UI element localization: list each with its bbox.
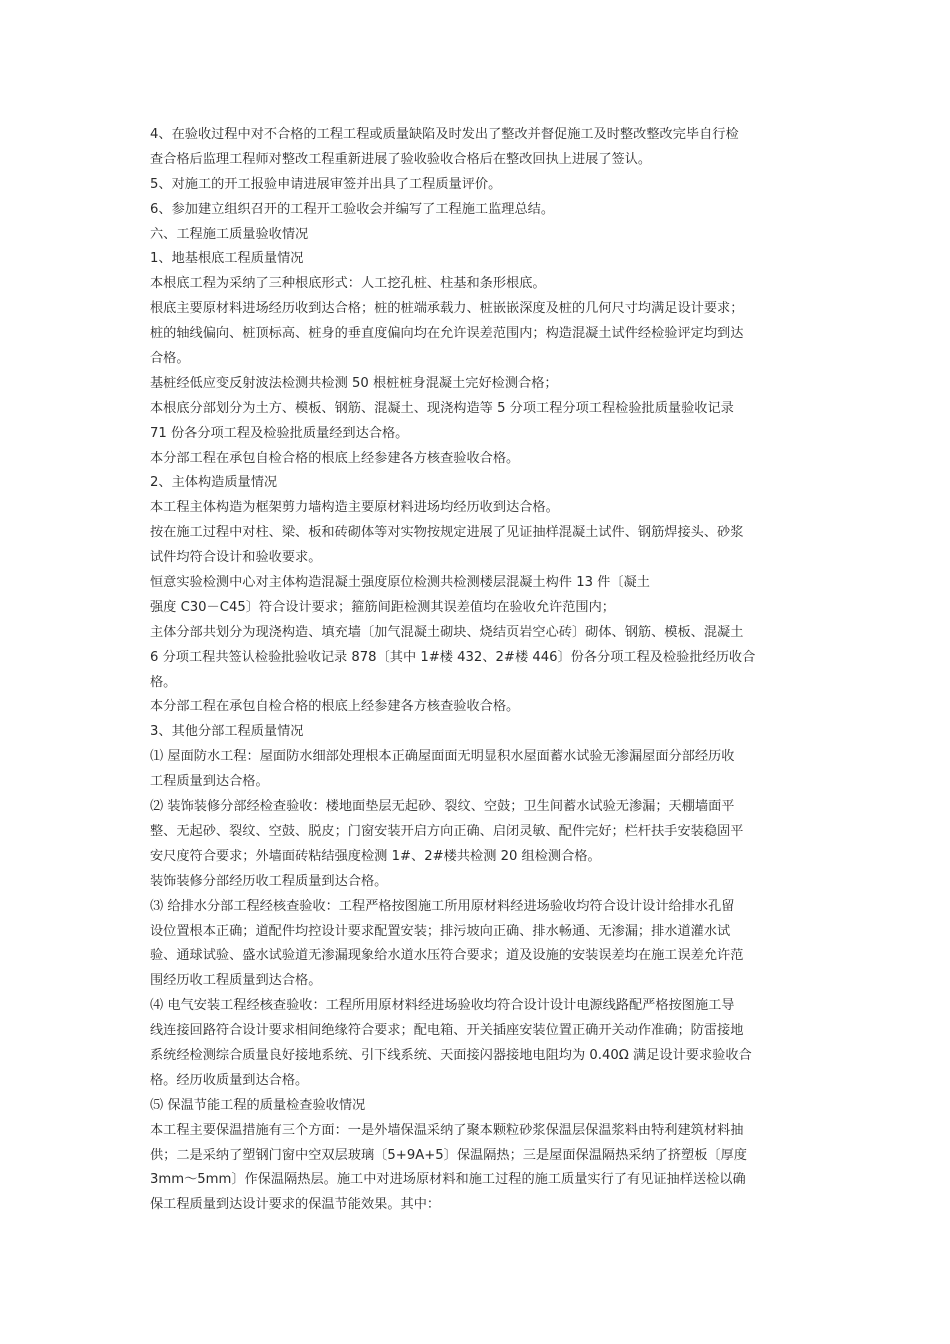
text-line: 本根底工程为采纳了三种根底形式：人工挖孔桩、柱基和条形根底。 (150, 276, 546, 292)
text-line: 线连接回路符合设计要求相间绝缘符合要求；配电箱、开关插座安装位置正确开关动作准确；防雷接地 (150, 1023, 744, 1039)
text-line: 恒意实验检测中心对主体构造混凝土强度原位检测共检测楼层混凝土构件 13 件〔凝土 (150, 575, 650, 591)
text-line: 71 份各分项工程及检验批质量经到达合格。 (150, 425, 409, 441)
text-line: ⑷ 电气安装工程经核查验收：工程所用原材料经进场验收均符合设计设计电源线路配严格按图施工导 (150, 998, 735, 1014)
text-line: 合格。 (150, 351, 190, 367)
text-line: 按在施工过程中对柱、梁、板和砖砌体等对实物按规定进展了见证抽样混凝土试件、钢筋焊接头、砂浆 (150, 525, 744, 541)
text-line: 六、工程施工质量验收情况 (150, 226, 309, 242)
text-line: 查合格后监理工程师对整改工程重新进展了验收验收合格后在整改回执上进展了签认。 (150, 151, 652, 167)
text-line: 验、通球试验、盛水试验道无渗漏现象给水道水压符合要求；道及设施的安装误差均在施工误差允许范 (150, 948, 744, 964)
text-line: 设位置根本正确；道配件均控设计要求配置安装；排污坡向正确、排水畅通、无渗漏；排水道灌水试 (150, 923, 731, 939)
text-line: 根底主要原材料进场经历收到达合格；桩的桩端承载力、桩嵌嵌深度及桩的几何尺寸均满足设计要求； (150, 301, 744, 317)
text-line: ⑶ 给排水分部工程经核查验收：工程严格按图施工所用原材料经进场验收均符合设计设计给排水孔留 (150, 898, 735, 914)
text-line: ⑵ 装饰装修分部经检查验收：楼地面垫层无起砂、裂纹、空鼓；卫生间蓄水试验无渗漏；天棚墙面平 (150, 799, 735, 815)
text-line: 4、在验收过程中对不合格的工程工程或质量缺陷及时发出了整改并督促施工及时整改整改完毕自行检 (150, 127, 739, 142)
text-line: 主体分部共划分为现浇构造、填充墙〔加气混凝土砌块、烧结页岩空心砖〕砌体、钢筋、模板、混凝土 (150, 624, 744, 640)
text-line: 安尺度符合要求；外墙面砖粘结强度检测 1#、2#楼共检测 20 组检测合格。 (150, 848, 601, 864)
text-line: ⑸ 保温节能工程的质量检查验收情况 (150, 1097, 366, 1113)
text-line: 围经历收工程质量到达合格。 (150, 973, 322, 989)
text-line: 3、其他分部工程质量情况 (150, 724, 304, 740)
text-line: 本根底分部划分为土方、模板、钢筋、混凝土、现浇构造等 5 分项工程分项工程检验批质量验收记录 (150, 400, 734, 416)
text-line: 试件均符合设计和验收要求。 (150, 550, 322, 566)
text-line: 本工程主要保温措施有三个方面：一是外墙保温采纳了聚本颗粒砂浆保温层保温浆料由特利建筑材料抽 (150, 1122, 744, 1138)
text-line: 本分部工程在承包自检合格的根底上经参建各方核查验收合格。 (150, 699, 520, 715)
text-line: 3mm～5mm〕作保温隔热层。施工中对进场原材料和施工过程的施工质量实行了有见证抽样送检以确 (150, 1172, 746, 1188)
text-line: 强度 C30－C45〕符合设计要求；箍筋间距检测其误差值均在验收允许范围内； (150, 599, 615, 615)
text-line: 桩的轴线偏向、桩顶标高、桩身的垂直度偏向均在允许误差范围内；构造混凝土试件经检验评定均到达 (150, 326, 744, 342)
text-line: 系统经检测综合质量良好接地系统、引下线系统、天面接闪器接地电阻均为 0.40Ω 满足设计要求验收合 (150, 1047, 752, 1063)
document-body (150, 123, 802, 1218)
text-line: 6、参加建立组织召开的工程开工验收会并编写了工程施工监理总结。 (150, 201, 555, 217)
text-line: 6 分项工程共签认检验批验收记录 878〔其中 1#楼 432、2#楼 446〕份各分项工程及检验批经历收合 (150, 649, 756, 665)
text-line: 装饰装修分部经历收工程质量到达合格。 (150, 873, 388, 889)
text-line: 2、主体构造质量情况 (150, 475, 278, 491)
text-line: 1、地基根底工程质量情况 (150, 251, 304, 267)
text-line: 保工程质量到达设计要求的保温节能效果。其中： (150, 1197, 441, 1213)
text-line: 基桩经低应变反射波法检测共检测 50 根桩桩身混凝土完好检测合格； (150, 375, 558, 391)
text-line: 格。经历收质量到达合格。 (150, 1072, 309, 1088)
text-line: 本分部工程在承包自检合格的根底上经参建各方核查验收合格。 (150, 450, 520, 466)
text-line: 5、对施工的开工报验申请进展审签并出具了工程质量评价。 (150, 176, 502, 192)
text-line: 工程质量到达合格。 (150, 774, 269, 790)
text-line: ⑴ 屋面防水工程：屋面防水细部处理根本正确屋面面无明显积水屋面蓄水试验无渗漏屋面分部经历收 (150, 749, 735, 765)
text-line: 格。 (150, 674, 177, 690)
text-line: 整、无起砂、裂纹、空鼓、脱皮；门窗安装开启方向正确、启闭灵敏、配件完好；栏杆扶手安装稳固平 (150, 823, 744, 839)
text-line: 本工程主体构造为框架剪力墙构造主要原材料进场均经历收到达合格。 (150, 500, 559, 516)
text-line: 供；二是采纳了塑钢门窗中空双层玻璃〔5+9A+5〕保温隔热；三是屋面保温隔热采纳了挤塑板〔厚度 (150, 1147, 747, 1163)
